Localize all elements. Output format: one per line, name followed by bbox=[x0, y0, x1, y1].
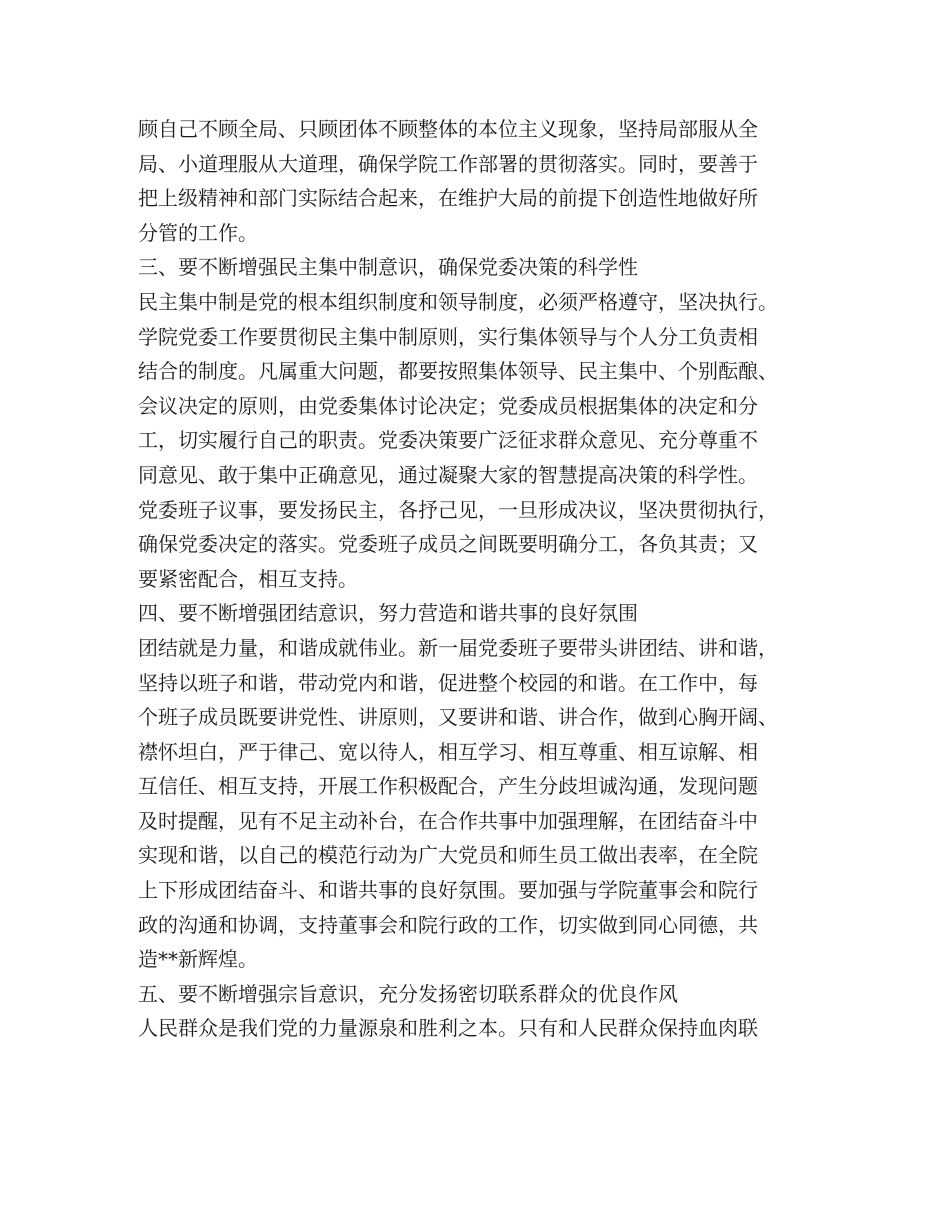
text-line: 同意见、敢于集中正确意见，通过凝聚大家的智慧提高决策的科学性。 bbox=[138, 462, 758, 487]
text-line: 确保党委决定的落实。党委班子成员之间既要明确分工，各负其责；又 bbox=[138, 532, 758, 557]
text-line: 上下形成团结奋斗、和谐共事的良好氛围。要加强与学院董事会和院行 bbox=[138, 878, 758, 903]
section-heading: 五、要不断增强宗旨意识，充分发扬密切联系群众的优良作风 bbox=[138, 981, 678, 1006]
text-line: 坚持以班子和谐，带动党内和谐，促进整个校园的和谐。在工作中，每 bbox=[138, 670, 758, 695]
document-body bbox=[138, 112, 828, 1046]
text-line: 工，切实履行自己的职责。党委决策要广泛征求群众意见、充分尊重不 bbox=[138, 428, 758, 453]
text-line: 造**新辉煌。 bbox=[138, 947, 258, 972]
text-line: 会议决定的原则，由党委集体讨论决定；党委成员根据集体的决定和分 bbox=[138, 393, 758, 418]
text-line: 结合的制度。凡属重大问题，都要按照集体领导、民主集中、个别酝酿、 bbox=[138, 359, 778, 384]
text-line: 个班子成员既要讲党性、讲原则，又要讲和谐、讲合作，做到心胸开阔、 bbox=[138, 705, 778, 730]
text-line: 局、小道理服从大道理，确保学院工作部署的贯彻落实。同时，要善于 bbox=[138, 151, 758, 176]
text-line: 政的沟通和协调，支持董事会和院行政的工作，切实做到同心同德，共 bbox=[138, 912, 758, 937]
text-line: 分管的工作。 bbox=[138, 220, 258, 245]
text-line: 襟怀坦白，严于律己、宽以待人，相互学习、相互尊重、相互谅解、相 bbox=[138, 739, 758, 764]
text-line: 团结就是力量，和谐成就伟业。新一届党委班子要带头讲团结、讲和谐， bbox=[138, 635, 778, 660]
text-line: 民主集中制是党的根本组织制度和领导制度，必须严格遵守，坚决执行。 bbox=[138, 289, 778, 314]
text-line: 及时提醒，见有不足主动补台，在合作共事中加强理解，在团结奋斗中 bbox=[138, 808, 758, 833]
text-line: 把上级精神和部门实际结合起来，在维护大局的前提下创造性地做好所 bbox=[138, 186, 758, 211]
text-line: 互信任、相互支持，开展工作积极配合，产生分歧坦诚沟通，发现问题 bbox=[138, 774, 758, 799]
section-heading: 四、要不断增强团结意识，努力营造和谐共事的良好氛围 bbox=[138, 601, 638, 626]
text-line: 实现和谐，以自己的模范行动为广大党员和师生员工做出表率，在全院 bbox=[138, 843, 758, 868]
text-line: 要紧密配合，相互支持。 bbox=[138, 566, 358, 591]
text-line: 学院党委工作要贯彻民主集中制原则，实行集体领导与个人分工负责相 bbox=[138, 324, 758, 349]
section-heading: 三、要不断增强民主集中制意识，确保党委决策的科学性 bbox=[138, 255, 638, 280]
text-line: 顾自己不顾全局、只顾团体不顾整体的本位主义现象，坚持局部服从全 bbox=[138, 117, 758, 141]
text-line: 人民群众是我们党的力量源泉和胜利之本。只有和人民群众保持血肉联 bbox=[138, 1016, 758, 1041]
text-line: 党委班子议事，要发扬民主，各抒己见，一旦形成决议，坚决贯彻执行， bbox=[138, 497, 778, 522]
